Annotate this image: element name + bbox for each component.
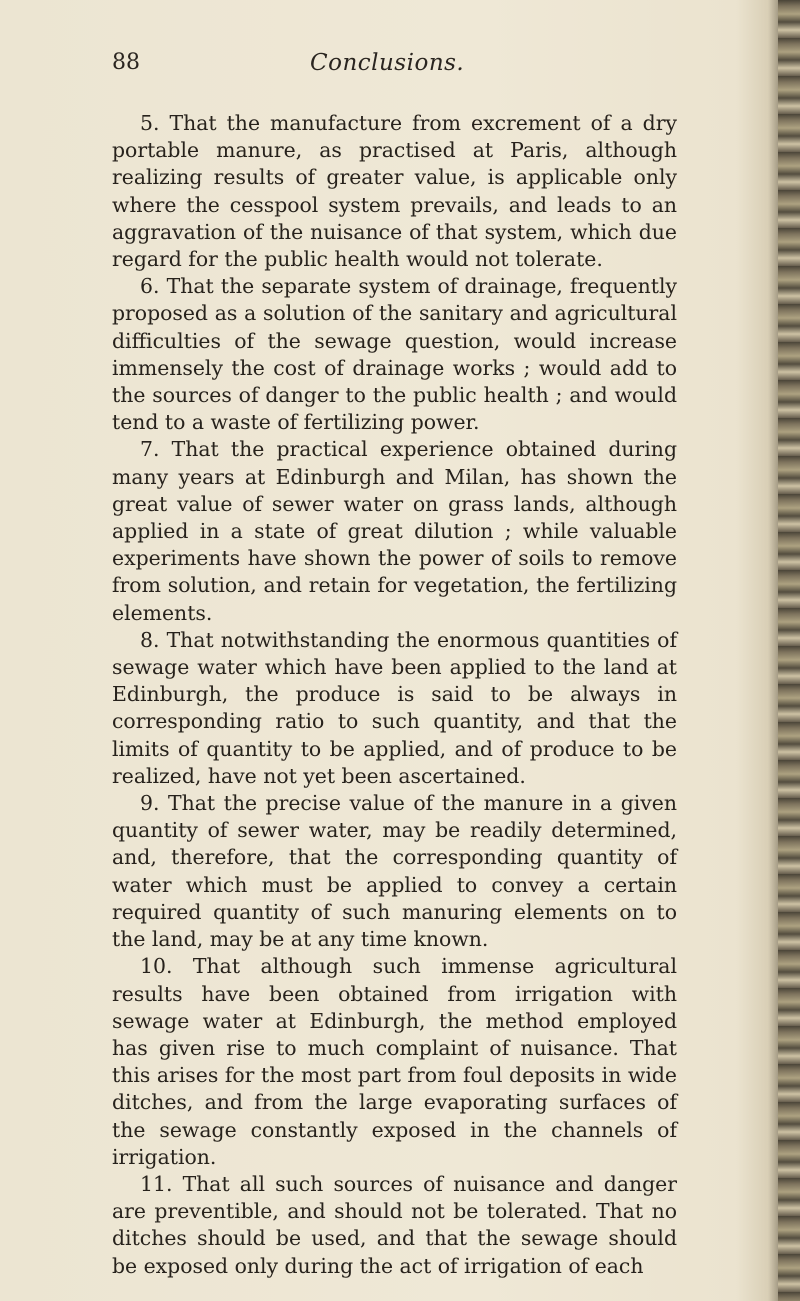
paragraph-11: 11. That all such sources of nuisance and danger are preventible, and should not be tolerated. That no ditches should be used, and that the sewage should be exposed only during the act of irrigation of each (112, 1171, 677, 1278)
paragraph-10: 10. That although such immense agricultural results have been obtained from irrigation with sewage water at Edinburgh, the method employed has given rise to much complaint of nuisance. That this arises for the most part from foul deposits in wide ditches, and from the large evaporating surfaces of the sewage constantly exposed in the channels of irrigation. (112, 954, 677, 1169)
paragraph-9: 9. That the precise value of the manure in a given quantity of sewer water, may be readily determined, and, therefore, that the corresponding quantity of water which must be applied to convey a certain required quantity of such manuring elements on to the land, may be at any time known. (112, 791, 677, 952)
page-edge-binding (778, 0, 800, 1301)
paragraph-5: 5. That the manufacture from excrement of a dry portable manure, as practised at Paris, although realizing results of greater value, is applicable only where the cesspool system prevails, and leads to an aggravation of the nuisance of that system, which due regard for the public health would not tolerate. (112, 111, 677, 272)
page-gutter-shadow (768, 0, 778, 1301)
body-text (112, 110, 677, 1280)
page-header (0, 50, 760, 90)
paragraph-6: 6. That the separate system of drainage, frequently proposed as a solution of the sanitary and agricultural difficulties of the sewage question, would increase immensely the cost of drainage works ; would add to the sources of danger to the public health ; and would tend to a waste of fertilizing power. (112, 274, 677, 435)
paragraph-7: 7. That the practical experience obtained during many years at Edinburgh and Milan, has shown the great value of sewer water on grass lands, although applied in a state of great dilution ; while valuable experiments have shown the power of soils to remove from solution, and retain for vegetation, the fertilizing elements. (112, 437, 677, 625)
paragraph-8: 8. That notwithstanding the enormous quantities of sewage water which have been applied to the land at Edinburgh, the produce is said to be always in corresponding ratio to such quantity, and that the limits of quantity to be applied, and of produce to be realized, have not yet been ascertained. (112, 627, 677, 788)
page-number: 88 (112, 50, 140, 75)
running-title: Conclusions. (310, 50, 465, 76)
